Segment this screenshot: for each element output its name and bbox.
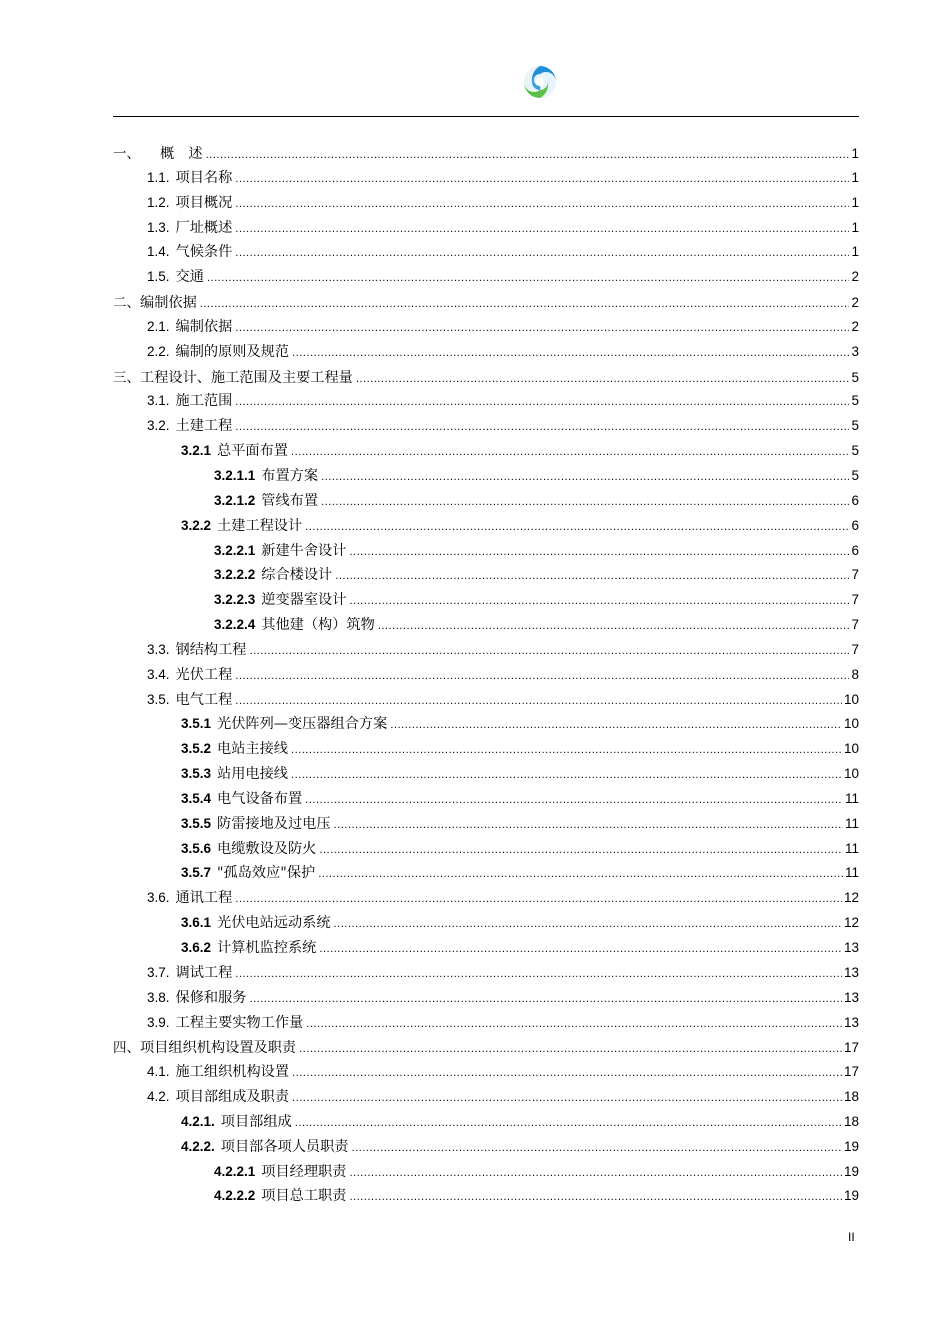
- toc-entry-number: 4.2.2.: [181, 1138, 215, 1154]
- toc-entry-number: 3.7.: [147, 964, 170, 980]
- toc-dot-leader: [235, 397, 849, 408]
- toc-entry-number: 3.2.2.1: [214, 542, 256, 558]
- toc-entry[interactable]: [113, 465, 859, 490]
- toc-entry-page: 6: [851, 517, 859, 533]
- toc-entry[interactable]: [113, 291, 859, 316]
- toc-entry-number: 3.6.1: [181, 915, 212, 931]
- toc-entry-title: 电气设备布置: [217, 790, 303, 807]
- toc-entry-number: 3.5.: [147, 691, 170, 707]
- toc-entry-number: 4.2.: [147, 1089, 170, 1105]
- toc-dot-leader: [249, 994, 841, 1005]
- toc-entry[interactable]: [113, 1111, 859, 1136]
- toc-entry[interactable]: [113, 937, 859, 962]
- toc-dot-leader: [235, 199, 849, 210]
- toc-entry[interactable]: [113, 838, 859, 863]
- toc-dot-leader: [349, 596, 849, 607]
- toc-entry-page: 2: [851, 269, 859, 285]
- toc-entry-title: 新建牛舍设计: [261, 542, 347, 559]
- toc-dot-leader: [292, 348, 849, 359]
- toc-entry-number: 3.2.: [147, 418, 170, 434]
- toc-entry-page: 19: [843, 1188, 859, 1204]
- toc-entry-page: 17: [843, 1064, 859, 1080]
- toc-entry-title: 交通: [175, 269, 204, 286]
- toc-entry-title: 项目概况: [175, 194, 233, 211]
- toc-entry-title: 编制依据: [140, 295, 197, 312]
- toc-entry-number: 3.5.1: [181, 716, 212, 732]
- toc-entry[interactable]: [113, 788, 859, 813]
- toc-entry-title: 钢结构工程: [175, 641, 247, 658]
- toc-entry[interactable]: [113, 614, 859, 639]
- table-of-contents: [113, 142, 859, 1210]
- toc-entry-page: 5: [851, 418, 859, 434]
- toc-entry-title: 概 述: [160, 146, 203, 162]
- toc-entry-number: 3.5.3: [181, 766, 212, 782]
- toc-dot-leader: [200, 299, 849, 310]
- toc-entry-title: 厂址概述: [175, 219, 233, 236]
- toc-dot-leader: [206, 150, 849, 161]
- toc-dot-leader: [378, 621, 849, 632]
- toc-entry-page: 7: [851, 592, 859, 608]
- toc-entry[interactable]: [113, 515, 859, 540]
- toc-entry-title: 总平面布置: [217, 443, 288, 460]
- toc-dot-leader: [291, 745, 842, 756]
- toc-entry-number: 3.5.4: [181, 790, 212, 806]
- toc-dot-leader: [235, 969, 842, 980]
- toc-entry[interactable]: [113, 266, 859, 291]
- toc-entry[interactable]: [113, 415, 859, 440]
- toc-dot-leader: [235, 671, 849, 682]
- toc-entry-page: 6: [851, 542, 859, 558]
- toc-entry-title: 布置方案: [261, 467, 319, 484]
- toc-entry-page: 12: [843, 890, 859, 906]
- toc-entry-number: 3.6.2: [181, 940, 212, 955]
- toc-entry-title: 光伏电站远动系统: [217, 915, 331, 932]
- toc-entry-page: 7: [851, 567, 859, 583]
- toc-entry-number: 1.1.: [147, 169, 170, 185]
- toc-entry[interactable]: [113, 316, 859, 341]
- toc-entry-number: 2.2.: [147, 343, 170, 359]
- toc-entry-number: 1.5.: [147, 269, 170, 285]
- toc-entry-title: 光伏阵列—变压器组合方案: [217, 716, 388, 733]
- toc-entry-number: 4.2.1.: [181, 1113, 215, 1129]
- toc-entry-title: 编制依据: [175, 318, 233, 335]
- toc-entry[interactable]: [113, 987, 859, 1012]
- toc-dot-leader: [235, 894, 842, 905]
- toc-entry-title: "孤岛效应"保护: [217, 865, 316, 882]
- toc-entry-number: 3.2.2.2: [214, 567, 256, 583]
- toc-dot-leader: [235, 696, 842, 707]
- toc-dot-leader: [349, 1192, 842, 1203]
- toc-entry-page: 18: [843, 1113, 859, 1129]
- toc-entry-title: 项目部组成及职责: [175, 1089, 290, 1106]
- toc-entry-number: 三、: [113, 369, 140, 385]
- toc-dot-leader: [335, 571, 849, 582]
- toc-dot-leader: [334, 919, 842, 930]
- toc-entry[interactable]: [113, 962, 859, 987]
- toc-entry-title: 电缆敷设及防火: [217, 840, 317, 857]
- toc-entry-number: 3.2.2.3: [214, 592, 256, 608]
- toc-dot-leader: [235, 174, 849, 185]
- toc-entry-number: 3.5.6: [181, 840, 212, 856]
- company-logo-icon: [522, 64, 558, 100]
- toc-entry[interactable]: [113, 738, 859, 763]
- toc-dot-leader: [356, 374, 849, 385]
- toc-entry-page: 13: [843, 964, 859, 980]
- toc-entry-page: 13: [843, 940, 859, 955]
- toc-entry-title: 土建工程设计: [217, 517, 303, 534]
- toc-entry-title: 项目部各项人员职责: [220, 1138, 349, 1155]
- toc-entry-page: 10: [843, 691, 859, 707]
- toc-entry-page: 10: [843, 766, 859, 782]
- toc-dot-leader: [291, 770, 842, 781]
- toc-entry[interactable]: [113, 862, 859, 887]
- toc-entry-title: 施工范围: [175, 393, 233, 410]
- page-number: II: [848, 1230, 855, 1244]
- toc-entry-number: 2.1.: [147, 318, 170, 334]
- toc-entry[interactable]: [113, 142, 859, 167]
- toc-entry-number: 3.2.1: [181, 443, 212, 459]
- toc-entry-number: 3.2.2.4: [214, 617, 256, 633]
- toc-entry[interactable]: [113, 713, 859, 738]
- toc-entry[interactable]: [113, 241, 859, 266]
- toc-entry-page: 1: [851, 244, 859, 260]
- toc-entry-title: 施工组织机构设置: [175, 1064, 290, 1081]
- toc-entry[interactable]: [113, 192, 859, 217]
- toc-entry-page: 3: [851, 343, 859, 359]
- toc-entry-page: 10: [843, 716, 859, 732]
- toc-entry[interactable]: [113, 813, 859, 838]
- toc-dot-leader: [235, 422, 849, 433]
- toc-dot-leader: [349, 1168, 842, 1179]
- toc-entry-number: 二、: [113, 295, 140, 311]
- toc-entry-title: 其他建（构）筑物: [261, 617, 375, 634]
- toc-entry-number: 四、: [113, 1040, 140, 1056]
- toc-entry-title: 编制的原则及规范: [175, 343, 290, 360]
- toc-entry-title: 土建工程: [175, 418, 233, 435]
- toc-entry-page: 11: [844, 815, 859, 831]
- toc-entry[interactable]: [113, 390, 859, 415]
- toc-entry-page: 19: [843, 1138, 859, 1154]
- toc-entry-number: 3.4.: [147, 666, 170, 682]
- toc-entry-page: 18: [843, 1089, 859, 1105]
- toc-entry-number: 4.2.2.2: [214, 1188, 256, 1204]
- toc-dot-leader: [321, 497, 849, 508]
- toc-entry-number: 1.3.: [147, 219, 170, 235]
- toc-entry-title: 调试工程: [175, 964, 233, 981]
- toc-entry-title: 工程设计、施工范围及主要工程量: [140, 369, 353, 386]
- toc-entry-title: 项目组织机构设置及职责: [140, 1040, 297, 1057]
- toc-dot-leader: [235, 224, 849, 235]
- toc-entry[interactable]: [113, 1185, 859, 1210]
- toc-entry-title: 通讯工程: [175, 890, 233, 907]
- toc-entry-page: 11: [844, 865, 859, 881]
- toc-entry-number: 4.2.2.1: [214, 1163, 256, 1179]
- toc-entry-title: 光伏工程: [175, 666, 233, 683]
- toc-entry-page: 17: [843, 1040, 859, 1056]
- toc-entry[interactable]: [113, 217, 859, 242]
- toc-entry-page: 5: [851, 443, 859, 459]
- toc-entry-page: 1: [851, 146, 859, 161]
- toc-entry-page: 1: [851, 169, 859, 185]
- toc-dot-leader: [321, 472, 849, 483]
- toc-entry-number: 3.2.1.2: [214, 492, 256, 508]
- toc-entry[interactable]: [113, 1061, 859, 1086]
- toc-dot-leader: [235, 248, 849, 259]
- toc-entry-page: 6: [851, 492, 859, 508]
- toc-dot-leader: [390, 720, 842, 731]
- toc-entry-number: 3.3.: [147, 641, 170, 657]
- toc-entry-title: 工程主要实物工作量: [175, 1014, 304, 1031]
- toc-dot-leader: [305, 795, 843, 806]
- toc-dot-leader: [318, 869, 843, 880]
- toc-dot-leader: [306, 1019, 842, 1030]
- toc-entry-number: 1.2.: [147, 194, 170, 210]
- toc-dot-leader: [249, 646, 849, 657]
- toc-entry[interactable]: [113, 1136, 859, 1161]
- toc-entry[interactable]: [113, 1012, 859, 1037]
- toc-entry-title: 逆变器室设计: [261, 592, 347, 609]
- toc-entry-number: 3.6.: [147, 890, 170, 906]
- toc-entry-number: 3.1.: [147, 393, 170, 409]
- toc-entry-page: 10: [843, 741, 859, 757]
- toc-dot-leader: [349, 547, 849, 558]
- toc-entry-title: 综合楼设计: [261, 567, 333, 584]
- toc-entry-title: 项目经理职责: [261, 1163, 347, 1180]
- toc-entry-page: 7: [851, 641, 859, 657]
- toc-entry-number: 3.2.2: [181, 517, 212, 533]
- toc-dot-leader: [351, 1143, 841, 1154]
- toc-entry[interactable]: [113, 540, 859, 565]
- toc-dot-leader: [207, 273, 849, 284]
- toc-entry-page: 19: [843, 1163, 859, 1179]
- toc-dot-leader: [334, 820, 843, 831]
- toc-entry-title: 气候条件: [175, 244, 233, 261]
- toc-entry-number: 一、: [113, 146, 140, 161]
- toc-dot-leader: [319, 944, 842, 955]
- toc-entry-page: 11: [844, 790, 859, 806]
- toc-entry[interactable]: [113, 664, 859, 689]
- toc-dot-leader: [299, 1044, 842, 1055]
- toc-entry-number: 3.2.1.1: [214, 467, 256, 483]
- toc-entry-title: 保修和服务: [175, 989, 247, 1006]
- toc-entry[interactable]: [113, 912, 859, 937]
- toc-entry-number: 1.4.: [147, 244, 170, 260]
- toc-entry-number: 3.5.2: [181, 741, 212, 757]
- toc-entry[interactable]: [113, 366, 859, 391]
- toc-dot-leader: [235, 323, 849, 334]
- toc-entry[interactable]: [113, 490, 859, 515]
- toc-entry-title: 项目名称: [175, 169, 233, 186]
- toc-entry-number: 3.5.7: [181, 865, 212, 881]
- toc-entry[interactable]: [113, 440, 859, 465]
- toc-entry[interactable]: [113, 564, 859, 589]
- toc-entry-page: 5: [851, 467, 859, 483]
- toc-entry[interactable]: [113, 639, 859, 664]
- toc-entry-title: 计算机监控系统: [217, 940, 317, 956]
- toc-entry[interactable]: [113, 167, 859, 192]
- toc-entry-title: 站用电接线: [217, 766, 288, 783]
- toc-entry[interactable]: [113, 763, 859, 788]
- toc-dot-leader: [319, 845, 843, 856]
- toc-entry[interactable]: [113, 589, 859, 614]
- toc-dot-leader: [291, 447, 849, 458]
- toc-dot-leader: [295, 1118, 842, 1129]
- toc-entry-title: 项目部组成: [220, 1113, 292, 1130]
- toc-entry-number: 3.8.: [147, 989, 170, 1005]
- toc-entry-page: 13: [843, 989, 859, 1005]
- toc-entry-number: 3.5.5: [181, 815, 212, 831]
- toc-entry-title: 电气工程: [175, 691, 233, 708]
- toc-entry[interactable]: [113, 1161, 859, 1186]
- toc-entry[interactable]: [113, 1036, 859, 1061]
- toc-entry-title: 防雷接地及过电压: [217, 815, 331, 832]
- toc-entry[interactable]: [113, 341, 859, 366]
- toc-entry-page: 12: [843, 915, 859, 931]
- toc-entry-title: 项目总工职责: [261, 1188, 347, 1205]
- toc-entry-page: 5: [851, 393, 859, 409]
- toc-entry-number: 4.1.: [147, 1064, 170, 1080]
- toc-entry-page: 1: [851, 219, 859, 235]
- toc-entry-title: 管线布置: [261, 492, 319, 509]
- toc-entry-page: 8: [851, 666, 859, 682]
- toc-entry-title: 电站主接线: [217, 741, 288, 758]
- toc-entry[interactable]: [113, 887, 859, 912]
- toc-entry-page: 2: [851, 318, 859, 334]
- toc-entry[interactable]: [113, 689, 859, 714]
- toc-entry-page: 11: [844, 840, 859, 856]
- header-divider: [113, 116, 859, 117]
- toc-entry-number: 3.9.: [147, 1014, 170, 1030]
- toc-entry-page: 7: [851, 617, 859, 633]
- toc-entry-page: 13: [843, 1014, 859, 1030]
- toc-entry-page: 5: [851, 369, 859, 385]
- toc-dot-leader: [305, 522, 849, 533]
- toc-dot-leader: [292, 1068, 842, 1079]
- toc-entry[interactable]: [113, 1086, 859, 1111]
- toc-entry-page: 1: [851, 194, 859, 210]
- toc-entry-page: 2: [851, 295, 859, 311]
- toc-dot-leader: [292, 1093, 842, 1104]
